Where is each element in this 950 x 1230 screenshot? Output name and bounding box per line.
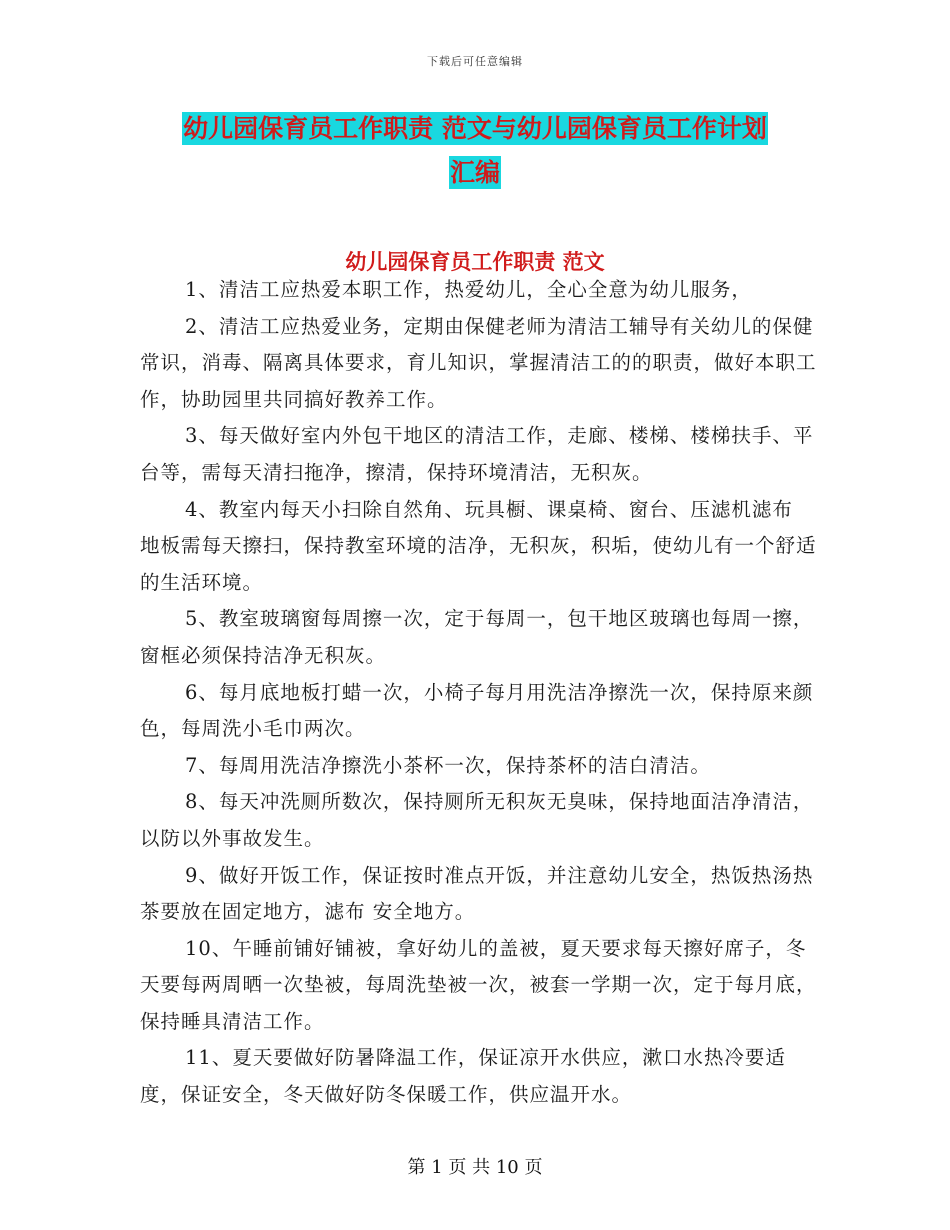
document-title-line-2 bbox=[0, 156, 950, 190]
paragraph-10: 10、午睡前铺好铺被，拿好幼儿的盖被，夏天要求每天擦好席子，冬天要每两周晒一次垫被，每周洗垫被一次，被套一学期一次，定于每月底，保持睡具清洁工作。 bbox=[140, 936, 817, 1033]
page-header-note: 下载后可任意编辑 bbox=[427, 55, 523, 68]
paragraph-9: 9、做好开饭工作，保证按时准点开饭，并注意幼儿安全，热饭热汤热茶要放在固定地方，滤布 安全地方。 bbox=[140, 863, 814, 924]
paragraph-5: 5、教室玻璃窗每周擦一次，定于每周一，包干地区玻璃也每周一擦，窗框必须保持洁净无积灰。 bbox=[140, 607, 814, 667]
paragraph-3: 3、每天做好室内外包干地区的清洁工作，走廊、楼梯、楼梯扶手、平台等，需每天清扫拖净，擦清，保持环境清洁，无积灰。 bbox=[140, 424, 814, 484]
section-title: 幼儿园保育员工作职责 范文 bbox=[345, 250, 605, 274]
title-highlight-1: 幼儿园保育员工作职责 范文与幼儿园保育员工作计划 bbox=[183, 114, 767, 143]
paragraph-4: 4、教室内每天小扫除自然角、玩具橱、课桌椅、窗台、压滤机滤布 地板需每天擦扫，保持教室环境的洁净，无积灰，积垢，使幼儿有一个舒适的生活环境。 bbox=[140, 497, 817, 594]
paragraph-8: 8、每天冲洗厕所数次，保持厕所无积灰无臭味，保持地面洁净清洁，以防以外事故发生。 bbox=[140, 790, 814, 850]
paragraph-11: 11、夏天要做好防暑降温工作，保证凉开水供应，漱口水热冷要适度，保证安全，冬天做好防冬保暖工作，供应温开水。 bbox=[140, 1046, 786, 1107]
document-title-line-1 bbox=[0, 112, 950, 146]
paragraph-2: 2、清洁工应热爱业务，定期由保健老师为清洁工辅导有关幼儿的保健常识，消毒、隔离具体要求，育儿知识，掌握清洁工的的职责，做好本职工作，协助园里共同搞好教养工作。 bbox=[140, 314, 817, 411]
title-highlight-2: 汇编 bbox=[449, 158, 500, 187]
document-body bbox=[140, 272, 820, 1114]
paragraph-6: 6、每月底地板打蜡一次，小椅子每月用洗洁净擦洗一次，保持原来颜色，每周洗小毛巾两次。 bbox=[140, 680, 814, 741]
paragraph-1: 1、清洁工应热爱本职工作，热爱幼儿，全心全意为幼儿服务， bbox=[185, 278, 752, 301]
page-number: 第 1 页 共 10 页 bbox=[407, 1157, 543, 1178]
paragraph-7: 7、每周用洗洁净擦洗小茶杯一次，保持茶杯的洁白清洁。 bbox=[185, 753, 711, 777]
